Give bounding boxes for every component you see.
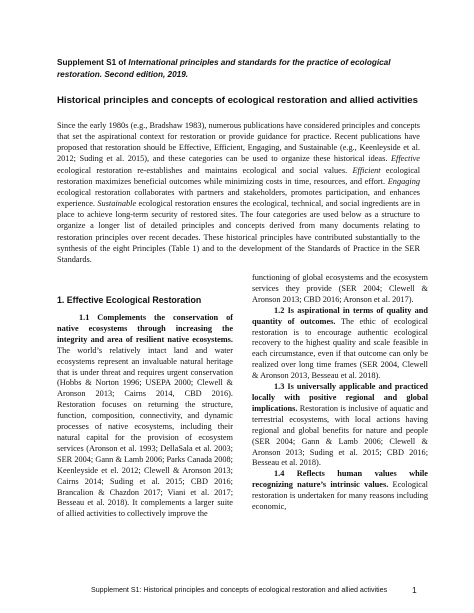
intro-paragraph (57, 120, 420, 265)
principle-1-3-title: 1.3 Is universally applicable and practiced locally with positive regional and global implications. (252, 382, 428, 413)
principle-1-1-title: 1.1 Complements the conservation of native ecosystems through increasing the integrity and area of resilient native ecosystems. (57, 313, 233, 344)
intro-text-1: Since the early 1980s (e.g., Bradshaw 1983), numerous publications have considered principles and concepts that set the aspirational context for restoration or provide guidance for practice. Recent publications have proposed that restoration should be Effective, Efficient, Engaging, and Sustainable (e.g., Keenleyside et al. 2012; Suding et al. 2015), and these categories can be used to organize these historical ideas. (57, 121, 420, 164)
principle-1-2 (252, 306, 428, 382)
principle-1-2-title: 1.2 Is aspirational in terms of quality and quantity of outcomes. (252, 305, 428, 326)
principle-1-4-text: Ecological restoration is undertaken for many reasons including economic, (252, 480, 428, 512)
supplement-title (57, 57, 417, 82)
principle-1-3-text: Restoration is inclusive of aquatic and terrestrial ecosystems, with local actions having regional and global benefits for nature and people (SER 2004; Gann & Lamb 2006; Clewell & Aronson 2013; Suding et al. 2015; CBD 2016; Besseau et al. 2018). (252, 403, 428, 468)
intro-term-engaging: Engaging (387, 176, 420, 186)
principle-1-4-title: 1.4 Reflects human values while recognizing nature’s intrinsic values. (252, 469, 428, 490)
intro-text-4: ecological restoration collaborates with partners and stakeholders, promotes participation, and enhances experience. (57, 187, 420, 209)
intro-text-2: ecological restoration re-establishes and maintains ecological and social values. (57, 165, 353, 175)
principle-1-4 (252, 469, 428, 513)
intro-text-3: ecological restoration maximizes beneficial outcomes while minimizing costs in time, resources, and effort. (57, 165, 420, 186)
section-heading: Historical principles and concepts of ecological restoration and allied activities (57, 95, 418, 106)
page-number: 1 (412, 585, 417, 595)
intro-term-efficient: Efficient (352, 165, 381, 175)
supplement-label: Supplement S1 of (57, 58, 129, 67)
intro-text-5: ecological restoration ensures the ecological, technical, and social ingredients are in place to achieve long-term security of restored sites. The four categories are used below as a structure to organize a longer list of detailed principles and concepts derived from many documents relating to restoration principles over recent decades. These historical principles have contributed substantially to the synthesis of the eight Principles (Table 1) and to the development of the Standards of Practice in the SER Standards. (57, 199, 421, 264)
principle-1-2-text: The ethic of ecological restoration is to encourage authentic ecological recovery to the highest quality and scale feasible in each circumstance, even if that outcome can only be realized over long time frames (SER 2004, Clewell & Aronson 2013, Besseau et al. 2018). (252, 316, 428, 381)
intro-term-sustainable: Sustainable (97, 199, 137, 209)
principle-1-1 (57, 313, 233, 520)
page-footer: Supplement S1: Historical principles and concepts of ecological restoration and allied activities (91, 586, 388, 594)
principle-1-1-text: The world’s relatively intact land and water ecosystems represent an invaluable natural heritage that is under threat and requires urgent conservation (Hobbs & Norton 1996; USEPA 2000; Clewell & Aronson 2013; Cairns 2014, CBD 2016). Restoration focuses on returning the structure, function, composition, connectivity, and dynamic processes of native ecosystems, including their natural capital for the provision of ecosystem services (Aronson et al. 1993; DellaSala et al. 2003; SER 2004; Gann & Lamb 2006; Parks Canada 2008; Keenleyside et el. 2012; Clewell & Aronson 2013; Cairns 2014; Suding et al. 2015; CBD 2016; Brancalion & Chazdon 2017; Viani et al. 2017; Besseau et al. 2018). It complements a larger suite of allied activities to collectively improve the (57, 345, 233, 519)
principle-1-1-continued: functioning of global ecosystems and the ecosystem services they provide (SER 2004; Clewell & Aronson 2013; CBD 2016; Aronson et al. 2017). (252, 273, 428, 304)
section-1-heading: 1. Effective Ecological Restoration (57, 295, 202, 305)
supplement-title-italic: International principles and standards for the practice of ecological restoration. Second edition, 2019. (57, 58, 391, 80)
intro-term-effective: Effective (390, 154, 420, 164)
left-column (57, 313, 233, 520)
principle-1-3 (252, 382, 428, 469)
right-column (252, 273, 428, 513)
